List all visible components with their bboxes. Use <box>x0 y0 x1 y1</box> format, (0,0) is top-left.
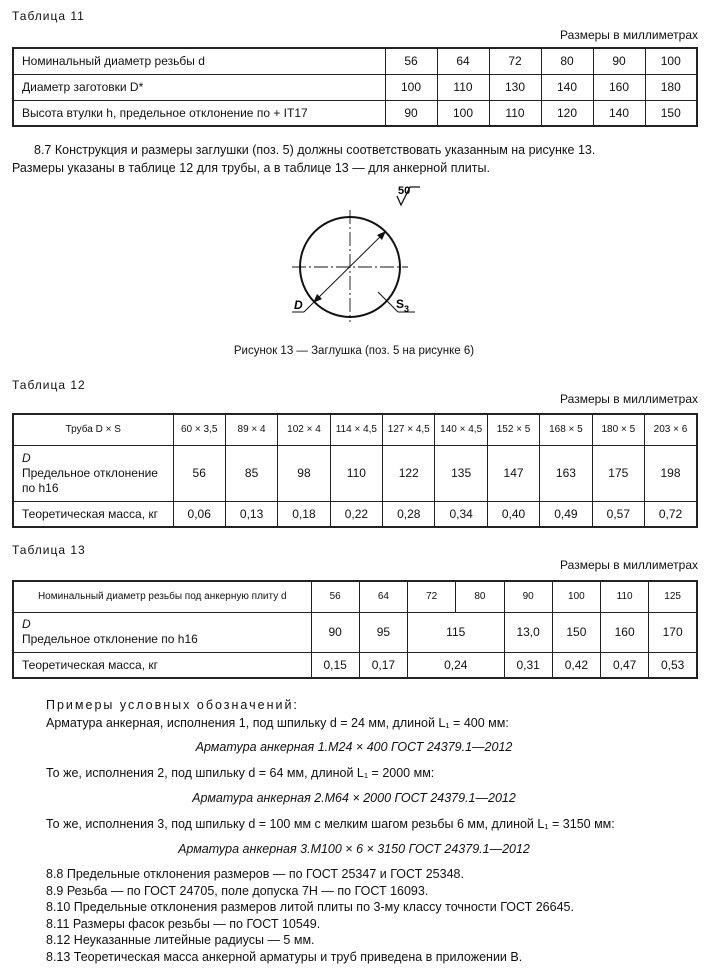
table-cell: 170 <box>649 612 697 652</box>
table-header-cell: 64 <box>359 581 407 612</box>
table-cell: 100 <box>437 100 489 126</box>
table-header-row <box>13 414 697 445</box>
table-header-cell: 80 <box>456 581 504 612</box>
table-cell: 198 <box>645 445 697 501</box>
table-cell: 80 <box>541 48 593 74</box>
table-cell: 0,13 <box>225 501 277 527</box>
table-cell: 110 <box>330 445 382 501</box>
table-cell: 140 <box>541 74 593 100</box>
table-cell: 56 <box>385 48 437 74</box>
table-header-cell: 127 × 4,5 <box>383 414 435 445</box>
table-cell: 100 <box>385 74 437 100</box>
list-item: 8.8 Предельные отклонения размеров — по ГОСТ 25347 и ГОСТ 25348. <box>46 867 464 881</box>
examples-block <box>46 696 706 732</box>
row-symbol: D <box>22 617 31 631</box>
table-cell: 100 <box>645 48 697 74</box>
table-cell: 0,49 <box>540 501 592 527</box>
examples-title: Примеры условных обозначений: <box>46 698 299 712</box>
table-header-cell: 114 × 4,5 <box>330 414 382 445</box>
table-cell: 0,17 <box>359 652 407 678</box>
table-cell: 0,47 <box>601 652 649 678</box>
paragraph-line: 8.7 Конструкция и размеры заглушки (поз. 5) должны соответствовать указанным на рисунке 13. <box>34 143 596 157</box>
table-cell: 115 <box>408 612 505 652</box>
example-text: Арматура анкерная, исполнения 1, под шпильку d = 24 мм, длиной L₁ = 400 мм: <box>46 716 509 730</box>
table-cell: 56 <box>173 445 225 501</box>
table-row <box>13 501 697 527</box>
example-text: То же, исполнения 2, под шпильку d = 64 мм, длиной L₁ = 2000 мм: <box>46 766 435 780</box>
figure-13-caption: Рисунок 13 — Заглушка (поз. 5 на рисунке 6) <box>233 345 475 357</box>
table-cell: 13,0 <box>504 612 552 652</box>
row-label-line: Предельное отклонение по h16 <box>22 632 198 646</box>
table-cell: 160 <box>601 612 649 652</box>
table-row <box>13 652 697 678</box>
table-cell: 120 <box>541 100 593 126</box>
table-header-cell: 168 × 5 <box>540 414 592 445</box>
chamfer-label: $S_3$ <box>396 297 410 314</box>
table-cell: 110 <box>489 100 541 126</box>
table-header-cell: Номинальный диаметр резьбы под анкерную плиту d <box>13 581 311 612</box>
table-header-row <box>13 581 697 612</box>
table-cell: Теоретическая масса, кг <box>13 501 173 527</box>
table-cell: 95 <box>359 612 407 652</box>
example-designation: Арматура анкерная 2.М64 × 2000 ГОСТ 24379.1—2012 <box>192 791 516 805</box>
table-cell: 0,42 <box>552 652 600 678</box>
table-cell: 160 <box>593 74 645 100</box>
table-11-units: Размеры в миллиметрах <box>560 28 698 42</box>
list-item: 8.12 Неуказанные литейные радиусы — 5 мм. <box>46 933 315 947</box>
table-cell: 72 <box>489 48 541 74</box>
list-item: 8.10 Предельные отклонения размеров литой плиты по 3-му классу точности ГОСТ 26645. <box>46 900 574 914</box>
table-11-caption: Таблица 11 <box>12 9 85 23</box>
list-item: 8.13 Теоретическая масса анкерной арматуры и труб приведена в приложении В. <box>46 949 523 964</box>
table-header-cell: 60 × 3,5 <box>173 414 225 445</box>
table-13-units: Размеры в миллиметрах <box>560 558 698 572</box>
table-11 <box>12 47 698 127</box>
table-cell: 0,40 <box>487 501 539 527</box>
table-row <box>13 100 697 126</box>
table-cell: Диаметр заготовки D* <box>13 74 385 100</box>
table-cell: 150 <box>552 612 600 652</box>
table-cell: Высота втулки h, предельное отклонение по + IT17 <box>13 100 385 126</box>
table-row <box>13 445 697 501</box>
table-cell: 0,24 <box>408 652 505 678</box>
roughness-value: 50 <box>398 185 411 197</box>
table-cell: 0,28 <box>383 501 435 527</box>
table-12-caption: Таблица 12 <box>12 378 86 392</box>
diameter-label: D <box>294 298 303 312</box>
example-designation: Арматура анкерная 1.М24 × 400 ГОСТ 24379.1—2012 <box>195 740 513 754</box>
table-row <box>13 74 697 100</box>
table-header-cell: 110 <box>601 581 649 612</box>
table-cell: Теоретическая масса, кг <box>13 652 311 678</box>
table-cell: 135 <box>435 445 487 501</box>
table-cell: 130 <box>489 74 541 100</box>
table-row <box>13 612 697 652</box>
table-cell: 0,06 <box>173 501 225 527</box>
table-cell: 0,34 <box>435 501 487 527</box>
table-cell <box>13 612 311 652</box>
table-cell: 85 <box>225 445 277 501</box>
table-cell: 90 <box>385 100 437 126</box>
row-label-line: по h16 <box>22 480 59 495</box>
table-cell: 122 <box>383 445 435 501</box>
table-cell: 98 <box>278 445 330 501</box>
example-text: То же, исполнения 3, под шпильку d = 100 мм с мелким шагом резьбы 6 мм, длиной L₁ = 3150 мм: <box>46 817 615 831</box>
table-cell: 110 <box>437 74 489 100</box>
table-header-cell: 90 <box>504 581 552 612</box>
table-header-cell: 102 × 4 <box>278 414 330 445</box>
table-cell: 0,22 <box>330 501 382 527</box>
table-cell <box>13 445 173 501</box>
list-item: 8.9 Резьба — по ГОСТ 24705, поле допуска 7Н — по ГОСТ 16093. <box>46 883 429 898</box>
table-13 <box>12 580 698 679</box>
table-header-cell: 100 <box>552 581 600 612</box>
table-cell: Номинальный диаметр резьбы d <box>13 48 385 74</box>
table-12 <box>12 413 698 528</box>
table-cell: 0,53 <box>649 652 697 678</box>
table-cell: 140 <box>593 100 645 126</box>
table-cell: 90 <box>311 612 359 652</box>
paragraph-8-7 <box>12 141 702 177</box>
table-header-cell: 72 <box>408 581 456 612</box>
table-cell: 0,72 <box>645 501 697 527</box>
table-cell: 147 <box>487 445 539 501</box>
table-header-cell: 203 × 6 <box>645 414 697 445</box>
example-designation: Арматура анкерная 3.М100 × 6 × 3150 ГОСТ 24379.1—2012 <box>178 842 530 856</box>
table-cell: 175 <box>592 445 644 501</box>
table-cell: 0,15 <box>311 652 359 678</box>
table-cell: 163 <box>540 445 592 501</box>
list-item: 8.11 Размеры фасок резьбы — по ГОСТ 10549. <box>46 916 321 931</box>
table-cell: 0,31 <box>504 652 552 678</box>
table-header-cell: 180 × 5 <box>592 414 644 445</box>
table-row <box>13 48 697 74</box>
table-cell: 0,18 <box>278 501 330 527</box>
figure-plug-drawing <box>270 182 440 322</box>
table-cell: 64 <box>437 48 489 74</box>
table-header-cell: Труба D × S <box>13 414 173 445</box>
chamfer-leader <box>378 292 398 312</box>
items-list <box>46 866 706 965</box>
table-cell: 180 <box>645 74 697 100</box>
table-cell: 90 <box>593 48 645 74</box>
table-header-cell: 140 × 4,5 <box>435 414 487 445</box>
row-symbol: D <box>22 450 31 465</box>
table-header-cell: 56 <box>311 581 359 612</box>
table-13-caption: Таблица 13 <box>12 543 86 557</box>
table-header-cell: 125 <box>649 581 697 612</box>
table-header-cell: 152 × 5 <box>487 414 539 445</box>
table-12-units: Размеры в миллиметрах <box>560 392 698 406</box>
table-cell: 0,57 <box>592 501 644 527</box>
table-header-cell: 89 × 4 <box>225 414 277 445</box>
table-cell: 150 <box>645 100 697 126</box>
paragraph-line: Размеры указаны в таблице 12 для трубы, а в таблице 13 — для анкерной плиты. <box>12 161 490 175</box>
row-label-line: Предельное отклонение <box>22 465 158 480</box>
diameter-leader <box>304 303 313 312</box>
